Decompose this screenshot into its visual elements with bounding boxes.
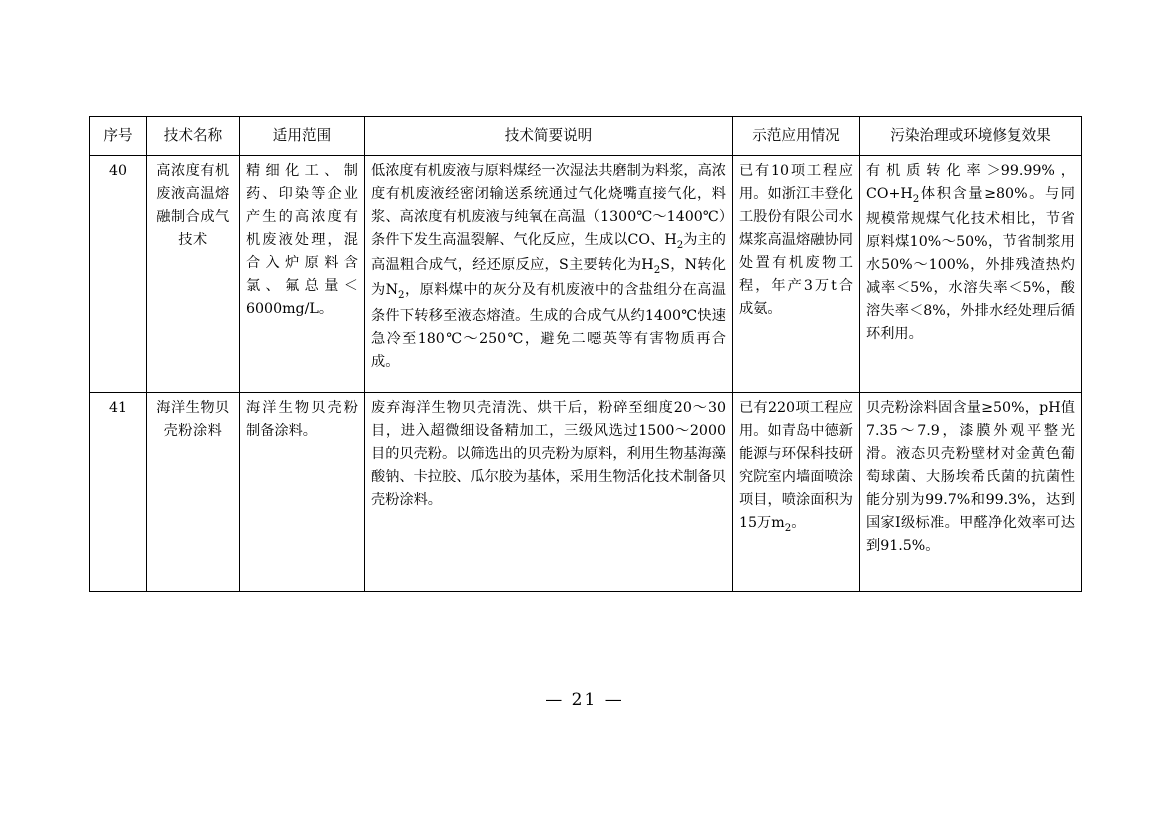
cell-technology-name: 高浓度有机废液高温熔融制合成气技术 bbox=[147, 155, 240, 392]
column-header-no: 序号 bbox=[90, 117, 147, 156]
desc-part-4: ，原料煤中的灰分及有机废液中的含盐组分在高温条件下转移至液态熔渣。生成的合成气从约1400℃快速急冷至180℃～250℃，避免二噁英等有害物质再合成。 bbox=[371, 282, 726, 370]
table-row bbox=[90, 155, 1082, 392]
desc-part-3: S，N转化为N bbox=[371, 257, 726, 299]
technology-catalog-table bbox=[89, 116, 1082, 592]
cell-scope: 精细化工、制药、印染等企业产生的高浓度有机废液处理，混合入炉原料含氯、氟总量＜6000mg/L。 bbox=[240, 155, 365, 392]
demo-sub-1: 2 bbox=[784, 522, 792, 534]
desc-part-2: 为主的高温粗合成气，经还原反应，S主要转化为H bbox=[371, 231, 726, 274]
cell-technology-name: 海洋生物贝壳粉涂料 bbox=[147, 392, 240, 591]
cell-effect: 贝壳粉涂料固含量≥50%，pH值7.35～7.9，漆膜外观平整光滑。液态贝壳粉壁材对金黄色葡萄球菌、大肠埃希氏菌的抗菌性能分别为99.7%和99.3%，达到国家Ⅰ级标准。甲醛净化效率可达到91.5%。 bbox=[860, 392, 1082, 591]
column-header-demo: 示范应用情况 bbox=[733, 117, 860, 156]
cell-effect bbox=[860, 155, 1082, 392]
desc-part-1: 低浓度有机废液与原料煤经一次湿法共磨制为料浆，高浓度有机废液经密闭输送系统通过气化烧嘴直接气化，料浆、高浓度有机废液与纯氧在高温（1300℃～1400℃）条件下发生高温裂解、气化反应，生成以CO、H bbox=[371, 162, 726, 248]
demo-part-1: 已有220项工程应用。如青岛中德新能源与环保科技研究院室内墙面喷涂项目，喷涂面积为15万m bbox=[739, 399, 853, 531]
cell-no: 41 bbox=[90, 392, 147, 591]
page-number: — 21 — bbox=[545, 690, 624, 710]
desc-sub-3: 2 bbox=[398, 290, 405, 302]
column-header-name: 技术名称 bbox=[147, 117, 240, 156]
cell-demo bbox=[733, 392, 860, 591]
column-header-effect: 污染治理或环境修复效果 bbox=[860, 117, 1082, 156]
effect-sub-1: 2 bbox=[912, 193, 920, 205]
column-header-scope: 适用范围 bbox=[240, 117, 365, 156]
table-row bbox=[90, 392, 1082, 591]
cell-no: 40 bbox=[90, 155, 147, 392]
column-header-description: 技术简要说明 bbox=[365, 117, 733, 156]
table-header-row bbox=[90, 117, 1082, 156]
desc-sub-2: 2 bbox=[653, 264, 661, 276]
cell-scope: 海洋生物贝壳粉制备涂料。 bbox=[240, 392, 365, 591]
desc-sub-1: 2 bbox=[676, 239, 684, 251]
cell-description: 废弃海洋生物贝壳清洗、烘干后，粉碎至细度20～30目，进入超微细设备精加工，三级风选过1500～2000目的贝壳粉。以筛选出的贝壳粉为原料，利用生物基海藻酸钠、卡拉胶、瓜尔胶为基体，采用生物活化技术制备贝壳粉涂料。 bbox=[365, 392, 733, 591]
effect-part-1: 有机质转化率＞99.99%，CO+H bbox=[866, 162, 1075, 202]
cell-demo: 已有10项工程应用。如浙江丰登化工股份有限公司水煤浆高温熔融协同处置有机废物工程，年产3万t合成氨。 bbox=[733, 155, 860, 392]
cell-description bbox=[365, 155, 733, 392]
demo-part-2: 。 bbox=[791, 514, 806, 531]
effect-part-2: 体积含量≥80%。与同规模常规煤气化技术相比，节省原料煤10%～50%，节省制浆用水50%～100%，外排残渣热灼减率＜5%，水溶失率＜5%，酸溶失率＜8%，外排水经处理后循环利用。 bbox=[866, 185, 1075, 343]
